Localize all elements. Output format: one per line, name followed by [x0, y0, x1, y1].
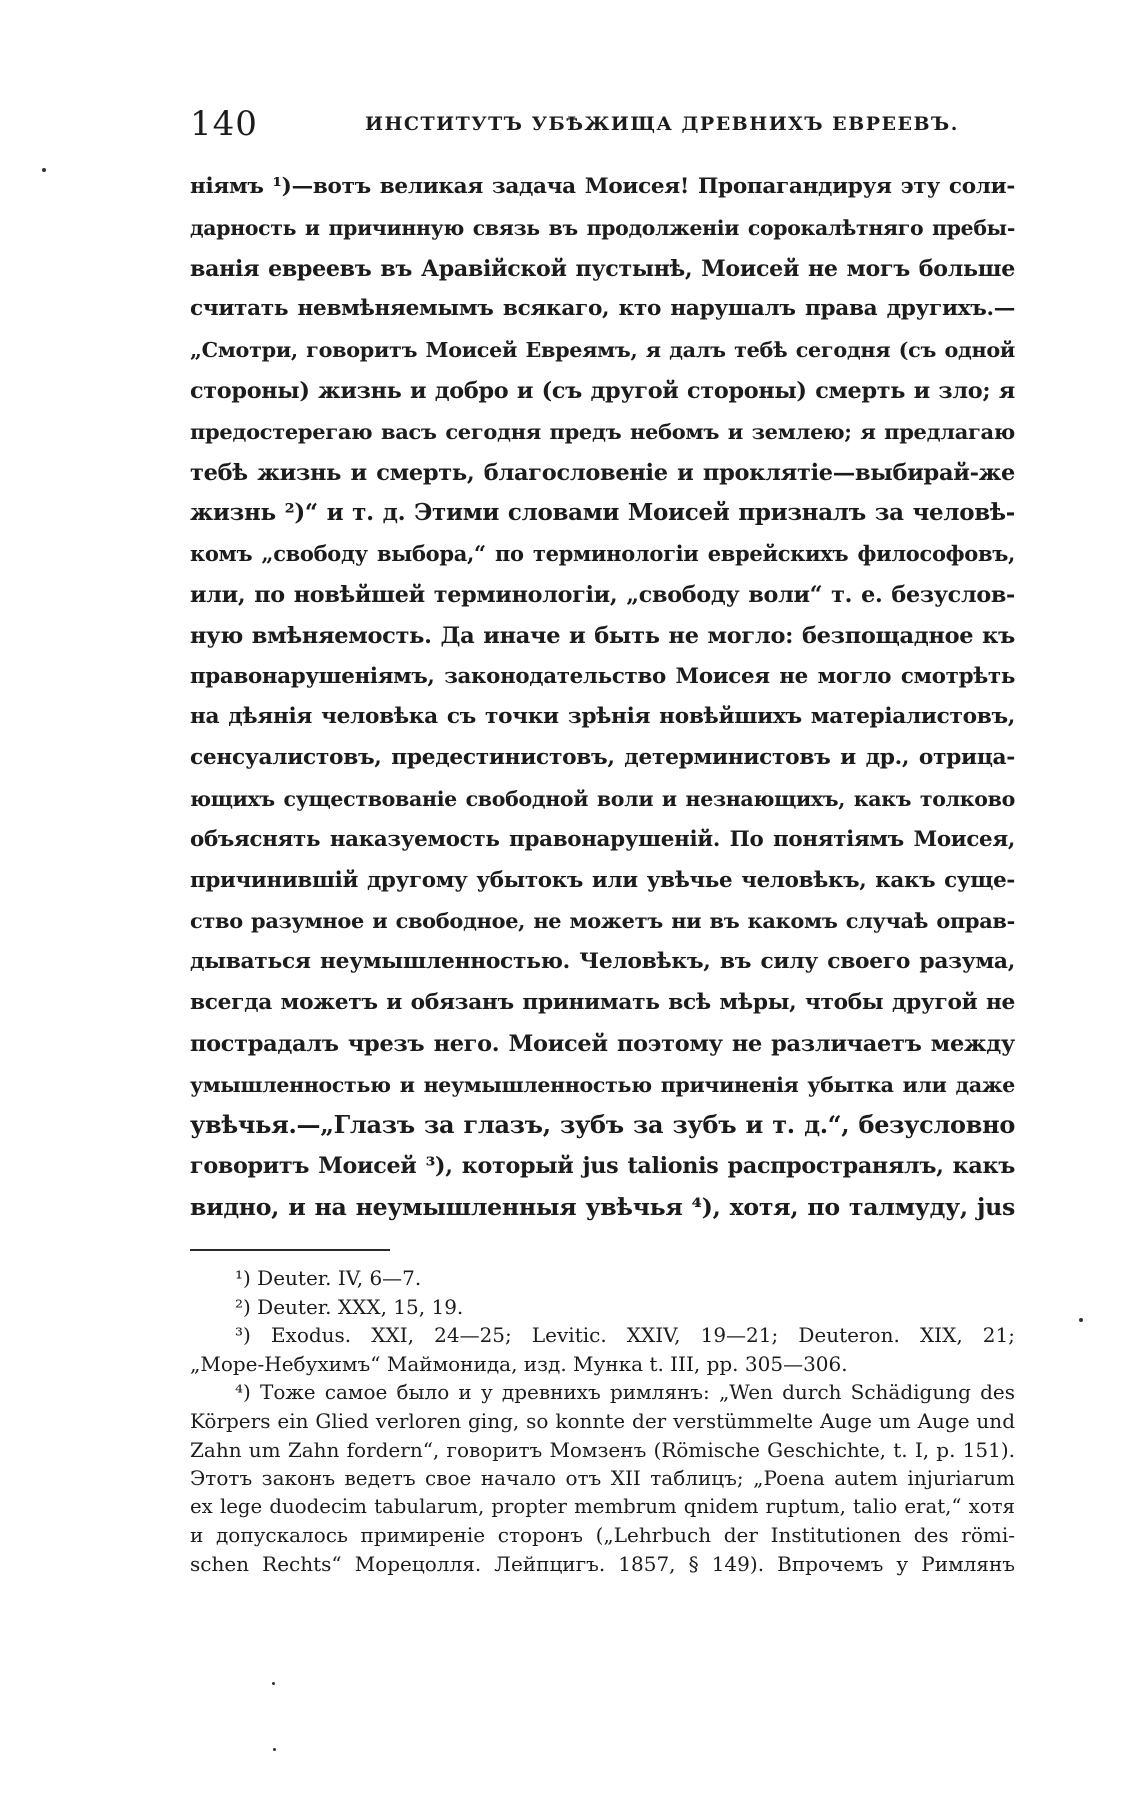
text-line: комъ „свободу выбора,“ по терминологіи еврейскихъ философовъ,: [190, 541, 1015, 567]
text-line: объяснять наказуемость правонарушеній. По понятіямъ Моисея,: [190, 826, 1015, 852]
text-line: или, по новѣйшей терминологіи, „свободу воли“ т. е. безуслов-: [190, 581, 1015, 608]
footnote-4-cont: Zahn um Zahn fordern“, говоритъ Момзенъ (Römische Geschichte, t. I, p. 151).: [190, 1437, 1015, 1462]
footnote-1: ¹) Deuter. IV, 6—7.: [235, 1266, 422, 1290]
text-line: дываться неумышленностью. Человѣкъ, въ силу своего разума,: [190, 949, 1015, 975]
text-line: умышленностью и неумышленностью причиненія убытка или даже: [190, 1072, 1015, 1097]
footnote-2: ²) Deuter. XXX, 15, 19.: [235, 1294, 464, 1319]
text-line: всегда можетъ и обязанъ принимать всѣ мѣры, чтобы другой не: [190, 989, 1015, 1015]
text-line: увѣчья.—„Глазъ за глазъ, зубъ за зубъ и т. д.“, безусловно: [190, 1111, 1015, 1140]
text-line: правонарушеніямъ, законодательство Моисея не могло смотрѣть: [190, 663, 1015, 689]
print-speck: [272, 1682, 275, 1685]
text-line: дарность и причинную связь въ продолженіи сорокалѣтняго пребы-: [190, 215, 1015, 240]
footnote-4-cont: и допускалось примиреніе сторонъ („Lehrbuch der Institutionen des römi-: [190, 1523, 1015, 1548]
text-line: стороны) жизнь и добро и (съ другой стороны) смерть и зло; я: [190, 377, 1015, 404]
text-line: ванія евреевъ въ Аравійской пустынѣ, Моисей не могъ больше: [190, 255, 1015, 282]
print-speck: [42, 168, 46, 172]
text-line: считать невмѣняемымъ всякаго, кто нарушалъ права другихъ.—: [190, 296, 1015, 322]
footnote-rule: [190, 1249, 390, 1251]
text-line: „Смотри, говоритъ Моисей Евреямъ, я далъ тебѣ сегодня (съ одной: [190, 338, 1015, 363]
body-text: [190, 167, 1015, 1228]
text-line: предостерегаю васъ сегодня предъ небомъ и землею; я предлагаю: [190, 418, 1015, 444]
text-line: тебѣ жизнь и смерть, благословеніе и проклятіе—выбирай-же: [190, 459, 1015, 486]
footnote-4: ⁴) Тоже самое было и у древнихъ римлянъ: „Wen durch Schädigung des: [235, 1380, 1015, 1405]
text-line: на дѣянія человѣка съ точки зрѣнія новѣйшихъ матеріалистовъ,: [190, 704, 1015, 730]
text-line: ство разумное и свободное, не можетъ ни въ какомъ случаѣ оправ-: [190, 908, 1015, 934]
text-line: видно, и на неумышленныя увѣчья ⁴), хотя, по талмуду, jus: [190, 1192, 1015, 1221]
text-line: сенсуалистовъ, предестинистовъ, детерминистовъ и др., отрица-: [190, 745, 1015, 771]
running-title: ИНСТИТУТЪ УБѢЖИЩА ДРЕВНИХЪ ЕВРЕЕВЪ.: [365, 113, 959, 135]
text-line: ніямъ ¹)—вотъ великая задача Моисея! Пропагандируя эту соли-: [190, 174, 1015, 199]
footnote-4-cont: Körpers ein Glied verloren ging, so konnte der verstümmelte Auge um Auge und: [190, 1408, 1015, 1433]
print-speck: [1079, 1318, 1083, 1322]
footnote-3: ³) Exodus. XXI, 24—25; Levitic. XXIV, 19—21; Deuteron. XIX, 21;: [235, 1323, 1015, 1348]
print-speck: [273, 1748, 276, 1751]
footnote-4-cont: ex lege duodecim tabularum, propter membrum qnidem ruptum, talio erat,“ хотя: [190, 1494, 1015, 1518]
text-line: пострадалъ чрезъ него. Моисей поэтому не различаетъ между: [190, 1030, 1015, 1057]
footnote-3-cont: „Море-Небухимъ“ Маймонида, изд. Мунка t. III, pp. 305—306.: [190, 1351, 848, 1376]
text-line: жизнь ²)“ и т. д. Этими словами Моисей призналъ за человѣ-: [190, 499, 1015, 527]
text-line: ющихъ существованіе свободной воли и незнающихъ, какъ толково: [190, 786, 1015, 811]
text-line: говоритъ Моисей ³), который jus talionis распространялъ, какъ: [190, 1153, 1015, 1180]
footnotes: [190, 1264, 1015, 1579]
page-header: [190, 104, 1010, 144]
footnote-4-cont: Этотъ законъ ведетъ свое начало отъ XII таблицъ; „Poena autem injuriarum: [190, 1466, 1015, 1491]
page-number: 140: [190, 104, 258, 144]
text-line: ную вмѣняемость. Да иначе и быть не могло: безпощадное къ: [190, 622, 1015, 649]
footnote-4-cont: schen Rechts“ Морецолля. Лейпцигъ. 1857, § 149). Впрочемъ у Римлянъ: [190, 1551, 1015, 1576]
text-line: причинившій другому убытокъ или увѣчье человѣкъ, какъ суще-: [190, 867, 1015, 893]
